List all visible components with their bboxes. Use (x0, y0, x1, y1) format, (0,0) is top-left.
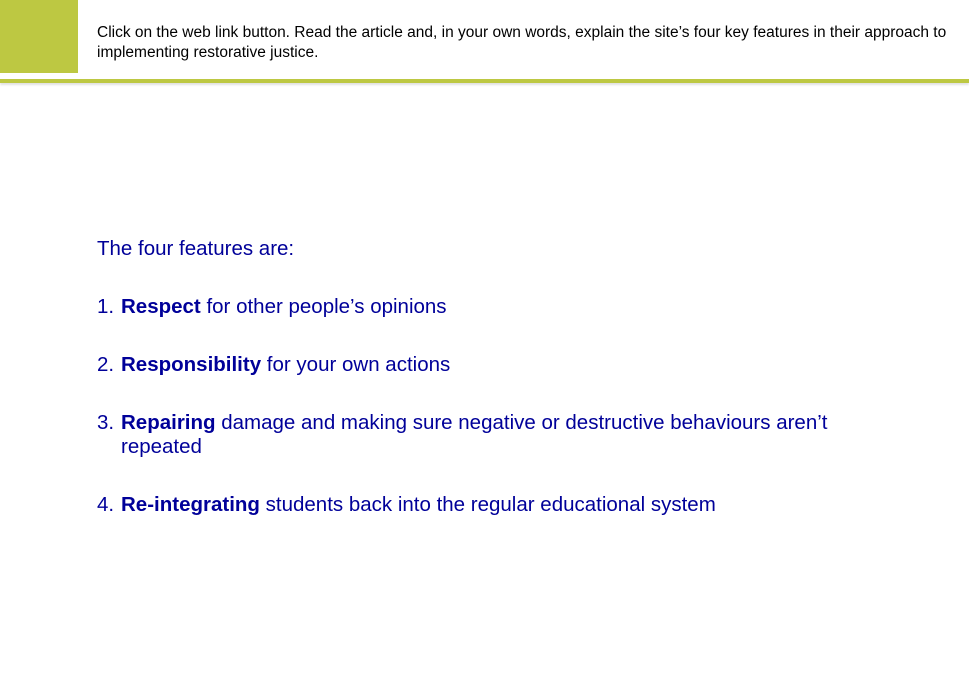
feature-description: for other people’s opinions (200, 295, 447, 318)
feature-keyword: Re-integrating (121, 493, 260, 516)
feature-item-respect (97, 295, 897, 319)
header-divider (0, 79, 969, 83)
feature-item-responsibility (97, 353, 897, 377)
feature-number: 4. (97, 493, 115, 516)
accent-square (0, 0, 78, 73)
feature-keyword: Respect (121, 295, 201, 318)
feature-list (97, 295, 897, 517)
feature-number: 1. (97, 295, 115, 318)
slide-content (97, 237, 897, 551)
feature-keyword: Repairing (121, 411, 216, 434)
feature-text (121, 493, 897, 517)
feature-item-repairing (97, 411, 897, 459)
feature-number: 3. (97, 411, 115, 434)
feature-keyword: Responsibility (121, 353, 262, 376)
feature-description: damage and making sure negative or destructive behaviours aren’t repeated (121, 411, 828, 458)
instruction-text: Click on the web link button. Read the article and, in your own words, explain the site’s four key features in their approach to implementing restorative justice. (97, 24, 947, 61)
feature-number: 2. (97, 353, 115, 376)
intro-text: The four features are: (97, 237, 295, 260)
feature-description: students back into the regular educational system (259, 493, 716, 516)
feature-text (121, 353, 897, 377)
feature-text (121, 295, 897, 319)
feature-description: for your own actions (261, 353, 451, 376)
feature-item-reintegrating (97, 493, 897, 517)
feature-text (121, 411, 897, 459)
